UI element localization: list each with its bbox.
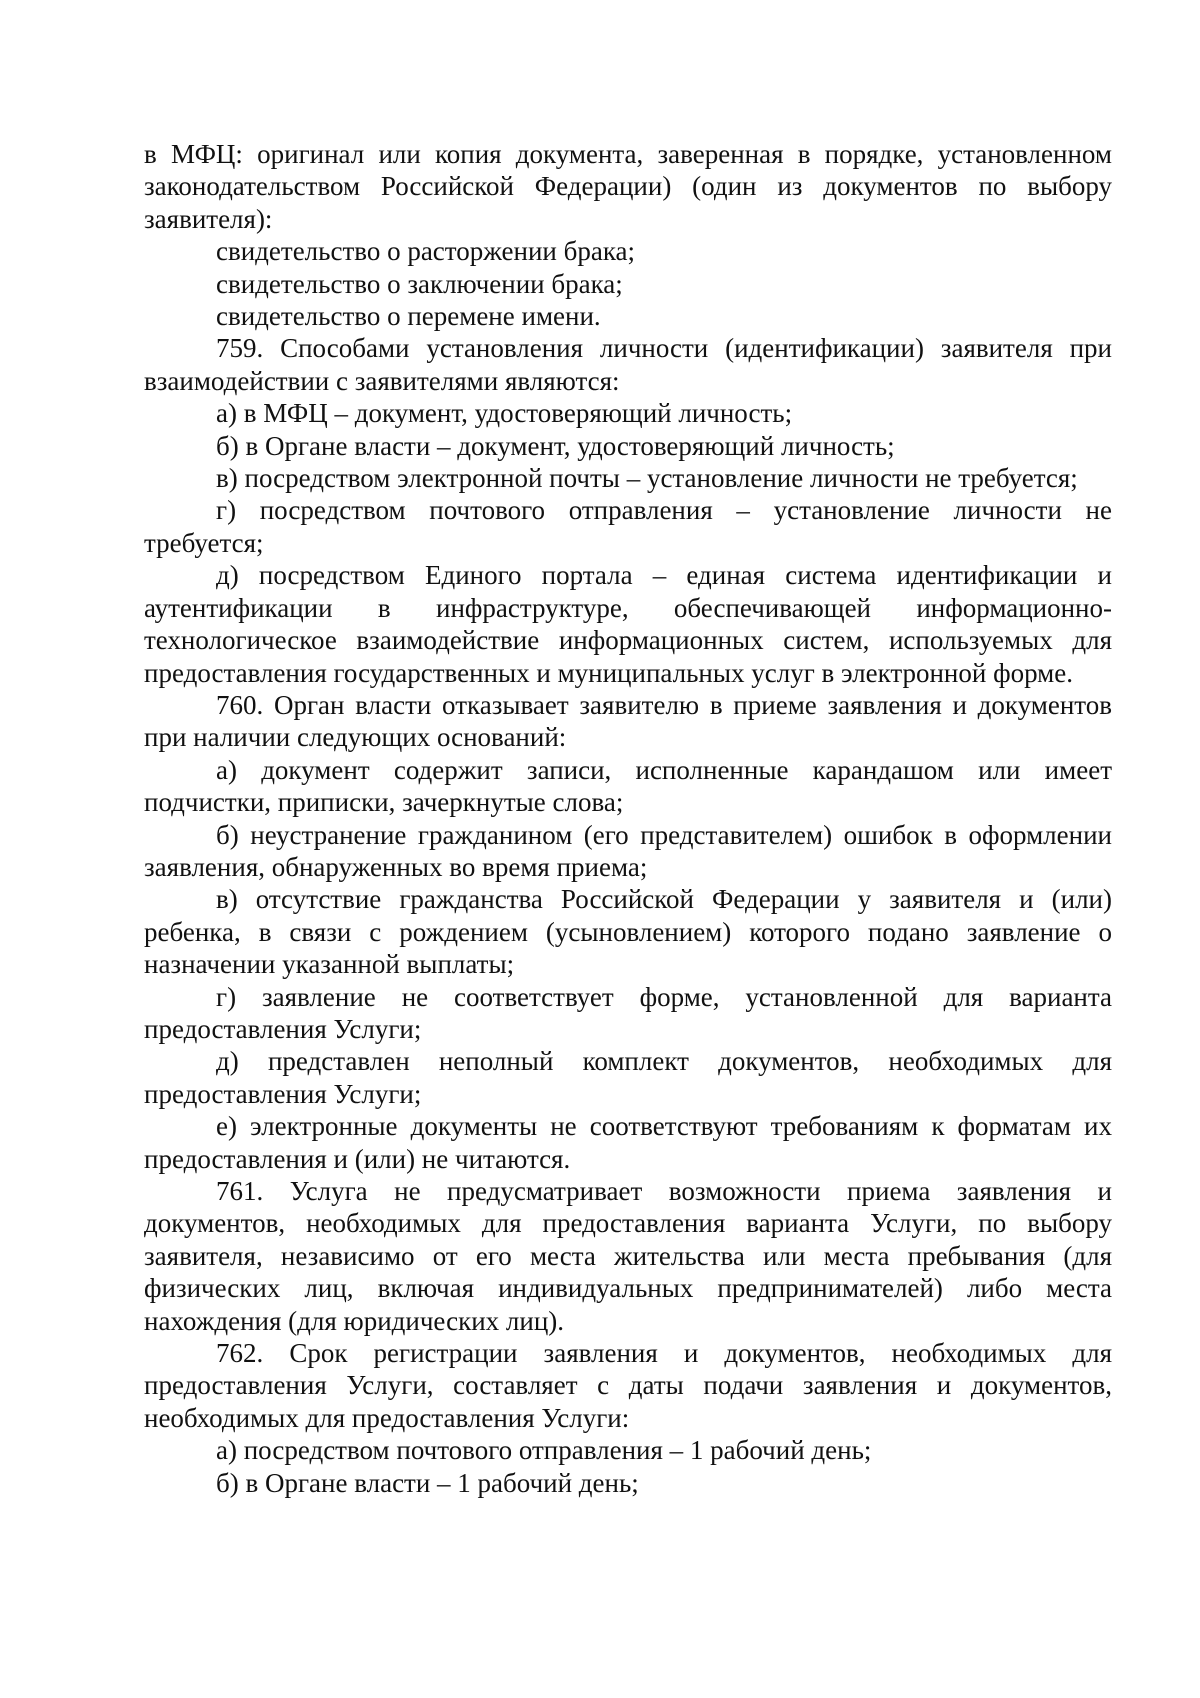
- clause-759-item-a: а) в МФЦ – документ, удостоверяющий личность;: [216, 398, 793, 429]
- list-item-marriage-certificate: свидетельство о заключении брака;: [216, 268, 623, 299]
- list-item-divorce-certificate: свидетельство о расторжении брака;: [216, 236, 636, 267]
- clause-759-item-v: в) посредством электронной почты – установление личности не требуется;: [216, 463, 1078, 494]
- clause-759: 759. Способами установления личности (идентификации) заявителя при взаимодействии с заявителями являются:: [144, 333, 1112, 396]
- clause-762-item-a: а) посредством почтового отправления – 1 рабочий день;: [216, 1435, 872, 1466]
- clause-762: 762. Срок регистрации заявления и документов, необходимых для предоставления Услуги, составляет с даты подачи заявления и документов, необходимых для предоставления Услуги:: [144, 1338, 1112, 1433]
- clause-760: 760. Орган власти отказывает заявителю в приеме заявления и документов при наличии следующих оснований:: [144, 689, 1112, 753]
- document-body: [144, 138, 1112, 1499]
- clause-759-item-g: г) посредством почтового отправления – установление личности не требуется;: [144, 495, 1112, 558]
- clause-760-item-b: б) неустранение гражданином (его представителем) ошибок в оформлении заявления, обнаруженных во время приема;: [144, 819, 1112, 882]
- list-item-name-change-certificate: свидетельство о перемене имени.: [216, 301, 601, 332]
- clause-762-item-b: б) в Органе власти – 1 рабочий день;: [216, 1467, 639, 1498]
- clause-761: 761. Услуга не предусматривает возможности приема заявления и документов, необходимых для предоставления варианта Услуги, по выбору заявителя, независимо от его места жительства или места пребывания (для физических лиц, включая индивидуальных предпринимателей) либо места нахождения (для юридических лиц).: [144, 1176, 1112, 1336]
- clause-760-item-d: д) представлен неполный комплект документов, необходимых для предоставления Услуги;: [144, 1046, 1112, 1109]
- paragraph-continuation: в МФЦ: оригинал или копия документа, заверенная в порядке, установленном законодательством Российской Федерации) (один из документов по выбору заявителя):: [144, 139, 1112, 234]
- clause-759-item-d: д) посредством Единого портала – единая система идентификации и аутентификации в инфраструктуре, обеспечивающей информационно-технологическое взаимодействие информационных систем, используемых для предоставления государственных и муниципальных услуг в электронной форме.: [144, 560, 1112, 688]
- clause-760-item-g: г) заявление не соответствует форме, установленной для варианта предоставления Услуги;: [144, 981, 1112, 1044]
- clause-759-item-b: б) в Органе власти – документ, удостоверяющий личность;: [216, 430, 895, 461]
- clause-760-item-e: е) электронные документы не соответствуют требованиям к форматам их предоставления и (или) не читаются.: [144, 1111, 1112, 1174]
- clause-760-item-v: в) отсутствие гражданства Российской Федерации у заявителя и (или) ребенка, в связи с рождением (усыновлением) которого подано заявление о назначении указанной выплаты;: [144, 884, 1112, 980]
- clause-760-item-a: а) документ содержит записи, исполненные карандашом или имеет подчистки, приписки, зачеркнутые слова;: [144, 754, 1112, 818]
